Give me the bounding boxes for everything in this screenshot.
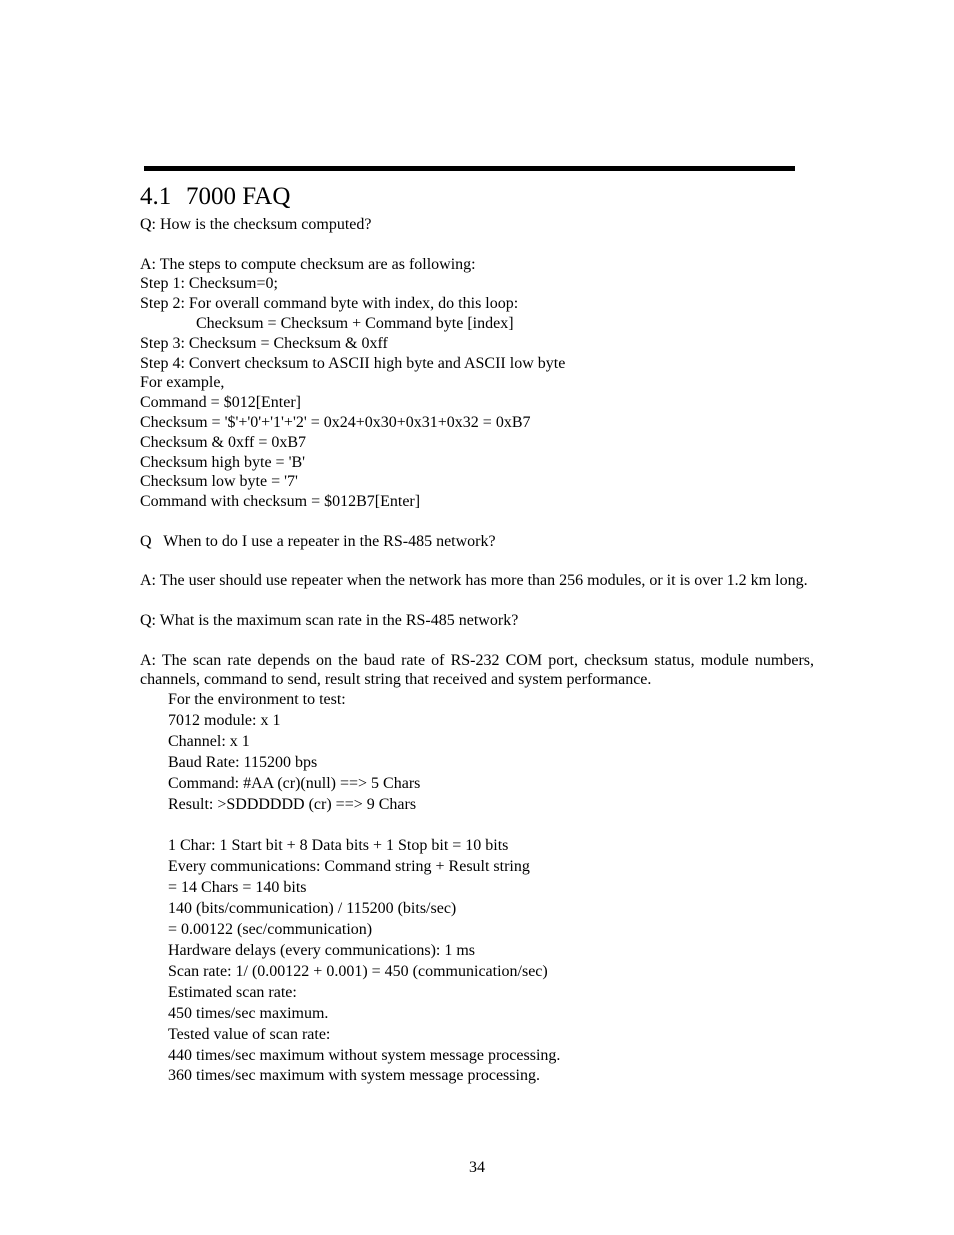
answer-line: Checksum = '$'+'0'+'1'+'2' = 0x24+0x30+0x31+0x32 = 0xB7 bbox=[140, 413, 531, 431]
answer-line: Command = $012[Enter] bbox=[140, 394, 301, 412]
calc-line: Hardware delays (every communications): 1 ms bbox=[168, 941, 476, 959]
env-line: For the environment to test: bbox=[168, 691, 346, 709]
calc-line: 140 (bits/communication) / 115200 (bits/sec) bbox=[168, 900, 457, 918]
answer-line: Checksum & 0xff = 0xB7 bbox=[140, 433, 307, 451]
question-repeater: Q When to do I use a repeater in the RS-485 network? bbox=[140, 532, 496, 550]
page-number: 34 bbox=[469, 1159, 485, 1176]
env-line: Command: #AA (cr)(null) ==> 5 Chars bbox=[168, 774, 421, 792]
calc-line: Tested value of scan rate: bbox=[168, 1025, 331, 1043]
calc-line: Estimated scan rate: bbox=[168, 983, 297, 1001]
answer-repeater: A: The user should use repeater when the network has more than 256 modules, or it is over 1.2 km long. bbox=[140, 572, 808, 590]
section-number: 4.1 bbox=[140, 183, 172, 210]
answer-line: For example, bbox=[140, 374, 225, 392]
env-line: Baud Rate: 115200 bps bbox=[168, 753, 318, 771]
answer-line: Checksum = Checksum + Command byte [index] bbox=[196, 314, 514, 332]
answer-line: A: The steps to compute checksum are as following: bbox=[140, 255, 476, 273]
answer-line: Checksum high byte = 'B' bbox=[140, 453, 305, 471]
section-heading bbox=[140, 181, 290, 213]
calc-line: Every communications: Command string + Result string bbox=[168, 858, 530, 876]
answer-line: Command with checksum = $012B7[Enter] bbox=[140, 493, 421, 511]
section-title: 7000 FAQ bbox=[186, 183, 291, 210]
calc-line: 440 times/sec maximum without system message processing. bbox=[168, 1046, 561, 1064]
env-line: 7012 module: x 1 bbox=[168, 712, 281, 730]
answer-line: Checksum low byte = '7' bbox=[140, 473, 298, 491]
answer-line: Step 2: For overall command byte with index, do this loop: bbox=[140, 295, 519, 313]
answer-line: Step 1: Checksum=0; bbox=[140, 275, 278, 293]
top-rule bbox=[144, 166, 795, 171]
faq-content bbox=[140, 215, 814, 1087]
answer-line: Step 4: Convert checksum to ASCII high byte and ASCII low byte bbox=[140, 354, 566, 372]
answer-scan-rate: A: The scan rate depends on the baud rate of RS-232 COM port, checksum status, module numbers, channels, command to send, result string that received and system performance. bbox=[140, 651, 814, 689]
calc-line: = 14 Chars = 140 bits bbox=[168, 879, 307, 897]
calc-line: 450 times/sec maximum. bbox=[168, 1004, 329, 1022]
test-environment bbox=[140, 690, 814, 1087]
question-scan-rate: Q: What is the maximum scan rate in the RS-485 network? bbox=[140, 611, 519, 629]
calc-line: 360 times/sec maximum with system message processing. bbox=[168, 1067, 540, 1085]
calc-line: 1 Char: 1 Start bit + 8 Data bits + 1 Stop bit = 10 bits bbox=[168, 837, 509, 855]
question-checksum: Q: How is the checksum computed? bbox=[140, 216, 372, 233]
env-line: Result: >SDDDDDD (cr) ==> 9 Chars bbox=[168, 795, 417, 813]
calc-line: Scan rate: 1/ (0.00122 + 0.001) = 450 (communication/sec) bbox=[168, 962, 548, 980]
calc-line: = 0.00122 (sec/communication) bbox=[168, 921, 373, 939]
answer-line: Step 3: Checksum = Checksum & 0xff bbox=[140, 334, 388, 352]
env-line: Channel: x 1 bbox=[168, 732, 250, 750]
